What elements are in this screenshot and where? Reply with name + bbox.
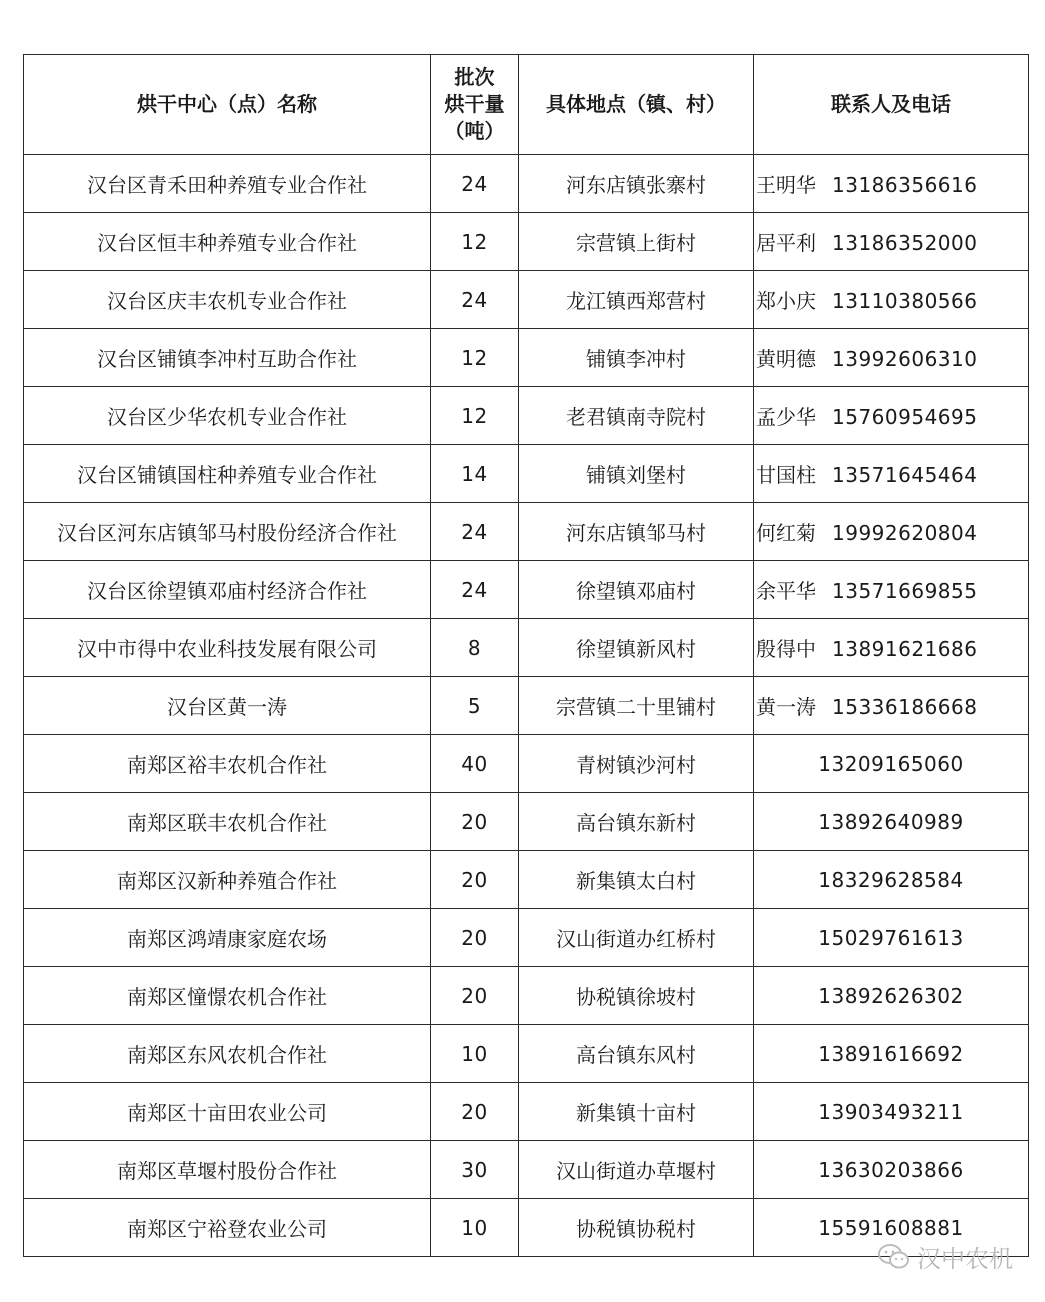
contact-person: 甘国柱 — [756, 463, 816, 487]
cell-contact — [754, 213, 1029, 271]
contact-person: 孟少华 — [756, 405, 816, 429]
table-row — [24, 851, 1029, 909]
cell-name: 南郑区东风农机合作社 — [24, 1025, 431, 1083]
cell-location: 河东店镇邹马村 — [519, 503, 754, 561]
header-capacity — [431, 55, 519, 155]
cell-contact — [754, 735, 1029, 793]
contact-person: 黄一涛 — [756, 695, 816, 719]
cell-name: 汉台区恒丰种养殖专业合作社 — [24, 213, 431, 271]
contact-phone: 18329628584 — [818, 867, 964, 892]
cell-location: 铺镇刘堡村 — [519, 445, 754, 503]
table-row — [24, 445, 1029, 503]
cell-contact — [754, 271, 1029, 329]
cell-location: 协税镇徐坡村 — [519, 967, 754, 1025]
contact-person: 余平华 — [756, 579, 816, 603]
contact-person: 殷得中 — [756, 637, 816, 661]
header-capacity-line1: 批次 — [454, 65, 495, 89]
cell-capacity: 12 — [431, 213, 519, 271]
table-row — [24, 793, 1029, 851]
table-row — [24, 967, 1029, 1025]
cell-contact — [754, 445, 1029, 503]
cell-capacity: 20 — [431, 851, 519, 909]
cell-name: 汉中市得中农业科技发展有限公司 — [24, 619, 431, 677]
contact-phone: 13630203866 — [818, 1157, 964, 1182]
contact-person: 王明华 — [756, 173, 816, 197]
cell-name: 南郑区联丰农机合作社 — [24, 793, 431, 851]
cell-location: 青树镇沙河村 — [519, 735, 754, 793]
cell-location: 宗营镇二十里铺村 — [519, 677, 754, 735]
cell-name: 汉台区少华农机专业合作社 — [24, 387, 431, 445]
table-row — [24, 909, 1029, 967]
cell-contact — [754, 851, 1029, 909]
table-header-row — [24, 55, 1029, 155]
cell-contact — [754, 967, 1029, 1025]
contact-phone: 13186356616 — [832, 173, 978, 197]
contact-person: 郑小庆 — [756, 289, 816, 313]
cell-capacity: 40 — [431, 735, 519, 793]
contact-phone: 13571645464 — [832, 463, 978, 487]
cell-name: 南郑区裕丰农机合作社 — [24, 735, 431, 793]
header-location: 具体地点（镇、村） — [519, 55, 754, 155]
cell-contact — [754, 793, 1029, 851]
cell-capacity: 20 — [431, 793, 519, 851]
cell-name: 南郑区宁裕登农业公司 — [24, 1199, 431, 1257]
watermark-text: 汉中农机 — [917, 1245, 1013, 1273]
cell-name: 南郑区草堰村股份合作社 — [24, 1141, 431, 1199]
cell-contact — [754, 677, 1029, 735]
cell-capacity: 24 — [431, 155, 519, 213]
drying-centers-table — [23, 54, 1029, 1257]
cell-location: 汉山街道办草堰村 — [519, 1141, 754, 1199]
cell-capacity: 12 — [431, 387, 519, 445]
table-row — [24, 619, 1029, 677]
contact-phone: 19992620804 — [832, 521, 978, 545]
cell-capacity: 10 — [431, 1199, 519, 1257]
cell-contact — [754, 909, 1029, 967]
cell-location: 新集镇太白村 — [519, 851, 754, 909]
cell-capacity: 12 — [431, 329, 519, 387]
cell-location: 高台镇东新村 — [519, 793, 754, 851]
table-row — [24, 1083, 1029, 1141]
cell-name: 南郑区憧憬农机合作社 — [24, 967, 431, 1025]
cell-contact — [754, 619, 1029, 677]
cell-contact — [754, 561, 1029, 619]
contact-phone: 13892640989 — [818, 809, 964, 834]
wechat-icon — [877, 1242, 911, 1272]
contact-person: 何红菊 — [756, 521, 816, 545]
cell-contact — [754, 155, 1029, 213]
cell-location: 龙江镇西郑营村 — [519, 271, 754, 329]
contact-phone: 13891621686 — [832, 637, 978, 661]
cell-location: 协税镇协税村 — [519, 1199, 754, 1257]
cell-contact — [754, 329, 1029, 387]
header-capacity-line2: 烘干量 — [444, 92, 505, 116]
cell-name: 汉台区庆丰农机专业合作社 — [24, 271, 431, 329]
cell-capacity: 20 — [431, 967, 519, 1025]
cell-name: 汉台区铺镇李冲村互助合作社 — [24, 329, 431, 387]
cell-capacity: 24 — [431, 503, 519, 561]
table-row — [24, 1141, 1029, 1199]
cell-location: 宗营镇上街村 — [519, 213, 754, 271]
cell-capacity: 30 — [431, 1141, 519, 1199]
cell-capacity: 20 — [431, 909, 519, 967]
cell-capacity: 8 — [431, 619, 519, 677]
table-row — [24, 677, 1029, 735]
table-row — [24, 213, 1029, 271]
cell-location: 汉山街道办红桥村 — [519, 909, 754, 967]
cell-capacity: 20 — [431, 1083, 519, 1141]
cell-name: 汉台区铺镇国柱种养殖专业合作社 — [24, 445, 431, 503]
table-body — [24, 155, 1029, 1257]
cell-location: 老君镇南寺院村 — [519, 387, 754, 445]
cell-name: 南郑区汉新种养殖合作社 — [24, 851, 431, 909]
contact-phone: 13110380566 — [832, 289, 978, 313]
cell-contact — [754, 1025, 1029, 1083]
table-row — [24, 503, 1029, 561]
cell-name: 南郑区鸿靖康家庭农场 — [24, 909, 431, 967]
cell-capacity: 5 — [431, 677, 519, 735]
contact-person: 黄明德 — [756, 347, 816, 371]
cell-location: 新集镇十亩村 — [519, 1083, 754, 1141]
cell-contact — [754, 1141, 1029, 1199]
contact-phone: 15336186668 — [832, 695, 978, 719]
watermark — [877, 1239, 1013, 1274]
contact-phone: 13209165060 — [818, 751, 964, 776]
contact-phone: 13992606310 — [832, 347, 978, 371]
cell-contact — [754, 387, 1029, 445]
contact-phone: 15591608881 — [818, 1215, 964, 1240]
cell-location: 河东店镇张寨村 — [519, 155, 754, 213]
cell-name: 南郑区十亩田农业公司 — [24, 1083, 431, 1141]
cell-name: 汉台区河东店镇邹马村股份经济合作社 — [24, 503, 431, 561]
table-row — [24, 329, 1029, 387]
header-capacity-line3: （吨） — [444, 119, 505, 143]
cell-name: 汉台区黄一涛 — [24, 677, 431, 735]
cell-capacity: 24 — [431, 561, 519, 619]
cell-capacity: 14 — [431, 445, 519, 503]
table-row — [24, 387, 1029, 445]
cell-contact — [754, 1083, 1029, 1141]
table-row — [24, 155, 1029, 213]
table-row — [24, 271, 1029, 329]
contact-phone: 13186352000 — [832, 231, 978, 255]
cell-location: 徐望镇新风村 — [519, 619, 754, 677]
cell-location: 高台镇东风村 — [519, 1025, 754, 1083]
cell-contact — [754, 503, 1029, 561]
table-row — [24, 735, 1029, 793]
header-contact: 联系人及电话 — [754, 55, 1029, 155]
cell-location: 徐望镇邓庙村 — [519, 561, 754, 619]
contact-phone: 13571669855 — [832, 579, 978, 603]
header-name: 烘干中心（点）名称 — [24, 55, 431, 155]
contact-phone: 15029761613 — [818, 925, 964, 950]
contact-phone: 15760954695 — [832, 405, 978, 429]
contact-person: 居平利 — [756, 231, 816, 255]
cell-name: 汉台区徐望镇邓庙村经济合作社 — [24, 561, 431, 619]
contact-phone: 13903493211 — [818, 1099, 964, 1124]
cell-capacity: 10 — [431, 1025, 519, 1083]
table-row — [24, 1025, 1029, 1083]
table-row — [24, 561, 1029, 619]
contact-phone: 13892626302 — [818, 983, 964, 1008]
cell-capacity: 24 — [431, 271, 519, 329]
contact-phone: 13891616692 — [818, 1041, 964, 1066]
cell-location: 铺镇李冲村 — [519, 329, 754, 387]
cell-name: 汉台区青禾田种养殖专业合作社 — [24, 155, 431, 213]
